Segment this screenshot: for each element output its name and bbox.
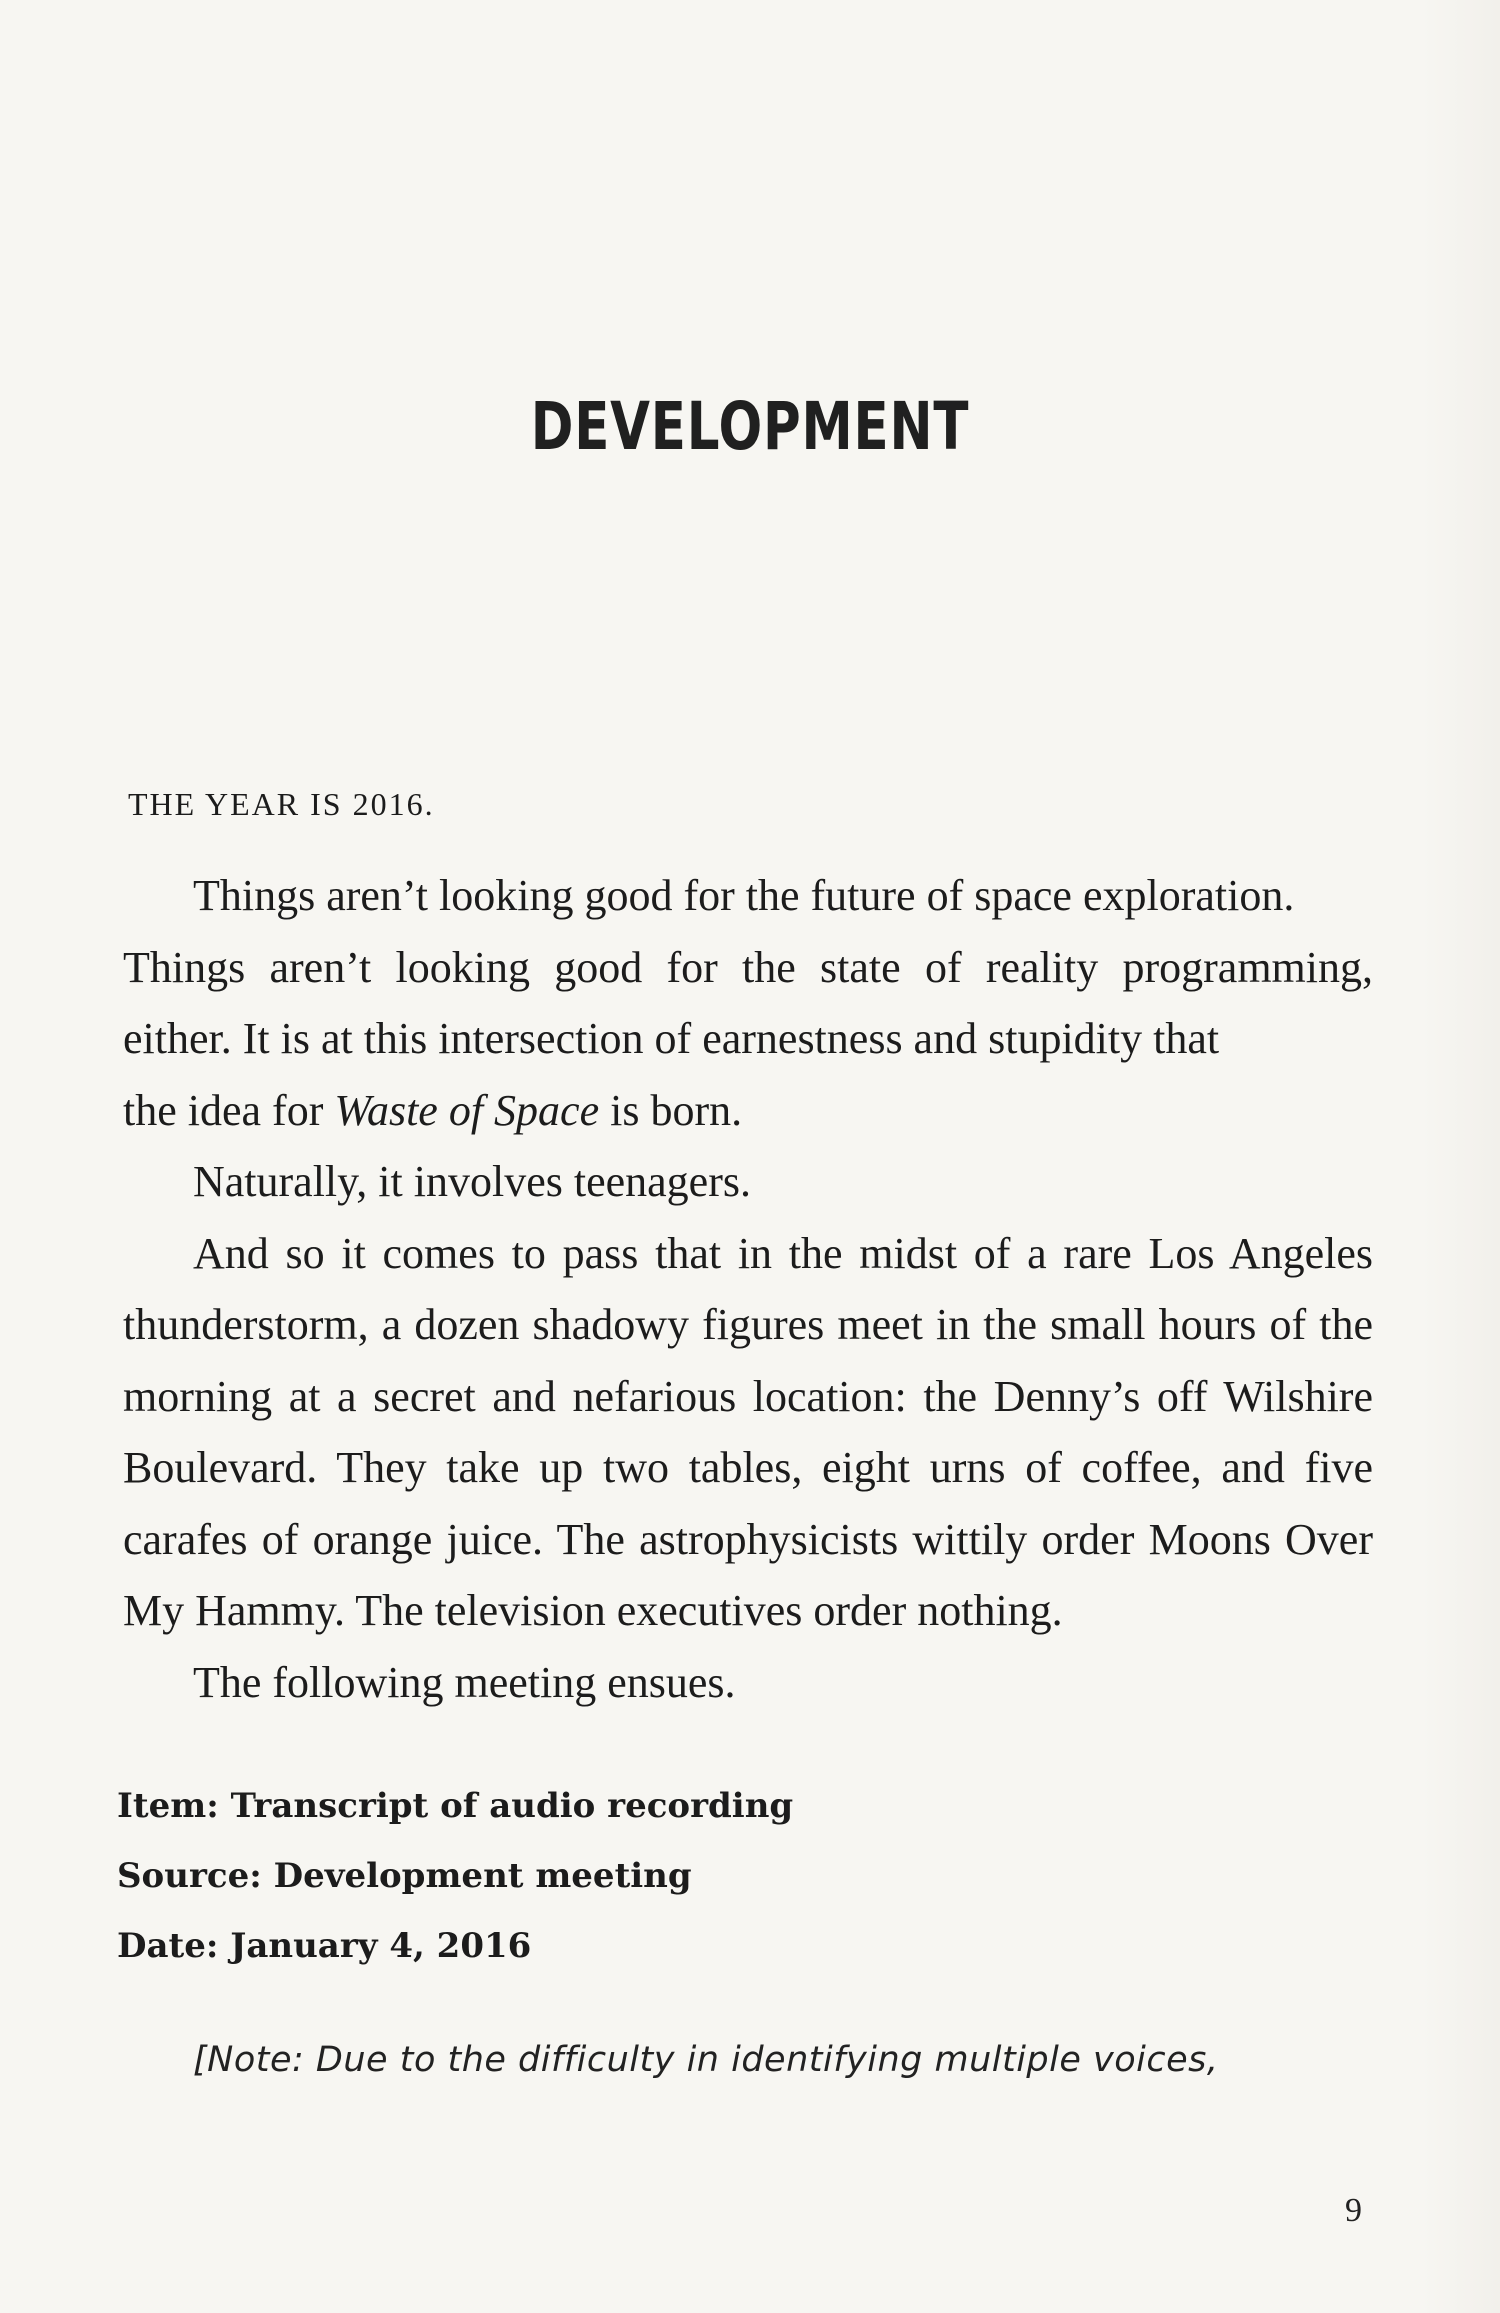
paragraph-3: Naturally, it involves teenagers.	[193, 1157, 751, 1206]
paragraph-5: The following meeting ensues.	[193, 1657, 736, 1707]
paragraph-2-tail: is born.	[610, 1085, 743, 1135]
book-title: Waste of Space	[334, 1085, 600, 1135]
meta-date: Date: January 4, 2016	[117, 1926, 532, 1966]
paragraph-2	[123, 932, 1373, 1147]
paragraph-2-lead: the idea for	[123, 1085, 324, 1135]
chapter-opener: THE YEAR IS 2016.	[128, 786, 435, 822]
meta-source: Source: Development meeting	[117, 1856, 692, 1896]
page-number: 9	[1345, 2192, 1362, 2229]
paragraph-1: Things aren’t looking good for the future of space exploration.	[193, 871, 1295, 920]
meta-item: Item: Transcript of audio recording	[117, 1786, 794, 1826]
transcript-note: [Note: Due to the difficulty in identifying multiple voices,	[193, 2040, 1219, 2080]
body-text	[123, 860, 1373, 1718]
paragraph-4: And so it comes to pass that in the midst of a rare Los Angeles thunderstorm, a dozen shadowy figures meet in the small hours of the morning at a secret and nefarious location: the Denny’s off Wilshire Boulevard. They take up two tables, eight urns of coffee, and five carafes of orange juice. The astrophysicists wittily order Moons Over My Hammy. The television executives order nothing.	[123, 1228, 1373, 1635]
paragraph-2-text: Things aren’t looking good for the state of reality programming, either. It is at this intersection of earnestness and stupidity that	[123, 942, 1373, 1063]
scan-edge-shading	[1420, 0, 1500, 2313]
chapter-title: DEVELOPMENT	[530, 388, 970, 465]
